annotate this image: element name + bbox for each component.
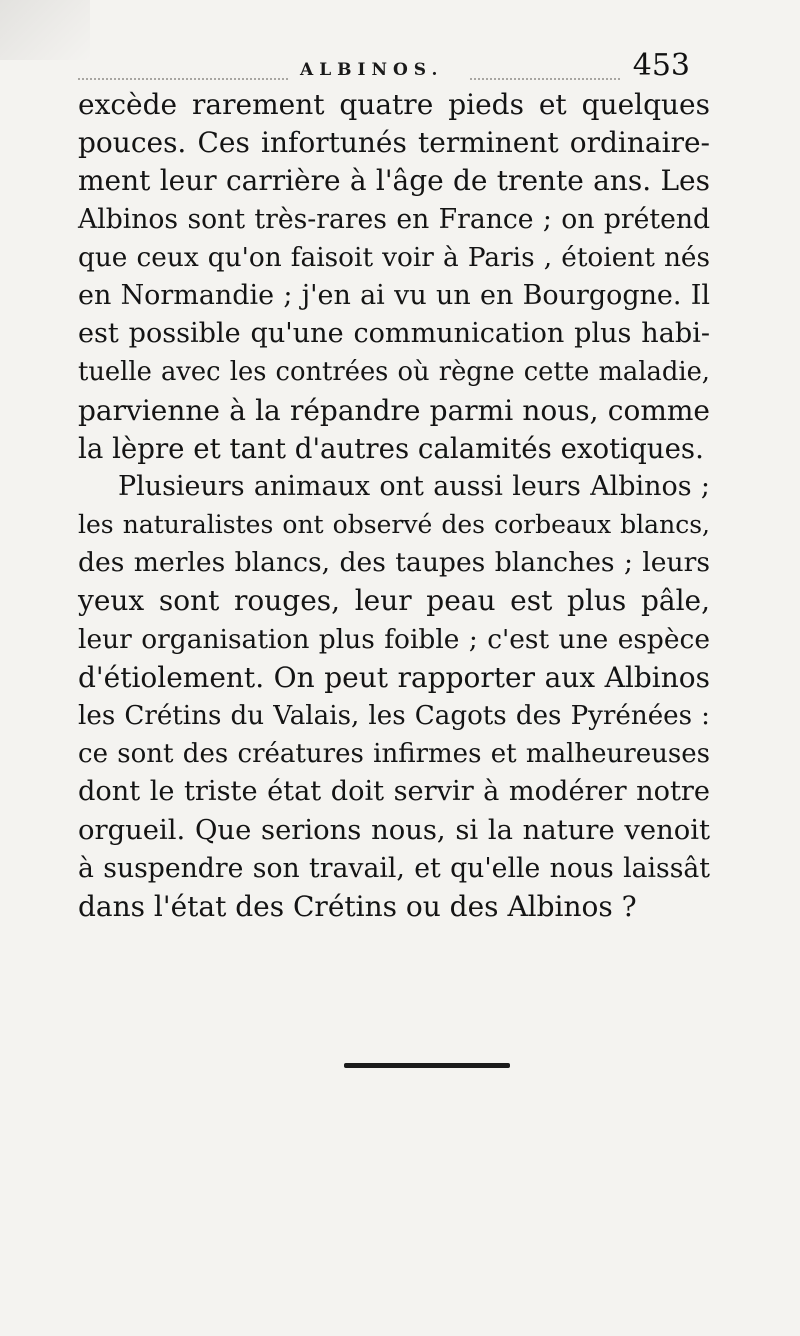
text-line: dans l'état des Crétins ou des Albinos ? bbox=[78, 889, 637, 923]
end-of-section-rule bbox=[344, 1063, 510, 1068]
text-line: ce sont des créatures infirmes et malheureuses bbox=[78, 739, 710, 770]
text-line: parvienne à la répandre parmi nous, comme bbox=[78, 393, 710, 427]
text-line: leur organisation plus foible ; c'est une espèce bbox=[78, 623, 710, 655]
text-line: Albinos sont très-rares en France ; on prétend bbox=[78, 203, 710, 235]
text-line-paragraph-start: Plusieurs animaux ont aussi leurs Albinos ; bbox=[118, 470, 710, 502]
text-line: excède rarement quatre pieds et quelques bbox=[78, 88, 710, 121]
text-line: yeux sont rouges, leur peau est plus pâle, bbox=[78, 584, 710, 618]
text-line: les Crétins du Valais, les Cagots des Pyrénées : bbox=[78, 701, 710, 731]
body-text bbox=[78, 86, 710, 926]
text-line: dont le triste état doit servir à modérer notre bbox=[78, 776, 710, 808]
text-line: orgueil. Que serions nous, si la nature venoit bbox=[78, 814, 710, 846]
page-number: 453 bbox=[632, 48, 690, 83]
text-line: les naturalistes ont observé des corbeaux blancs, bbox=[78, 510, 710, 540]
text-line: à suspendre son travail, et qu'elle nous laissât bbox=[78, 852, 710, 884]
text-line: que ceux qu'on faisoit voir à Paris , étoient nés bbox=[78, 242, 710, 273]
text-line: tuelle avec les contrées où règne cette maladie, bbox=[78, 357, 710, 388]
text-line: est possible qu'une communication plus habi- bbox=[78, 318, 710, 350]
text-line: ment leur carrière à l'âge de trente ans. Les bbox=[78, 164, 710, 198]
text-line: la lèpre et tant d'autres calamités exotiques. bbox=[78, 431, 704, 465]
text-line: des merles blancs, des taupes blanches ; leurs bbox=[78, 547, 710, 579]
text-line: d'étiolement. On peut rapporter aux Albinos bbox=[78, 660, 710, 694]
header-dotted-rule-left bbox=[78, 78, 288, 80]
running-head: ALBINOS. bbox=[300, 60, 444, 80]
header-dotted-rule-right bbox=[470, 78, 620, 80]
page-corner-shadow bbox=[0, 0, 90, 60]
text-line: pouces. Ces infortunés terminent ordinaire- bbox=[78, 126, 710, 160]
text-line: en Normandie ; j'en ai vu un en Bourgogne. Il bbox=[78, 279, 710, 311]
